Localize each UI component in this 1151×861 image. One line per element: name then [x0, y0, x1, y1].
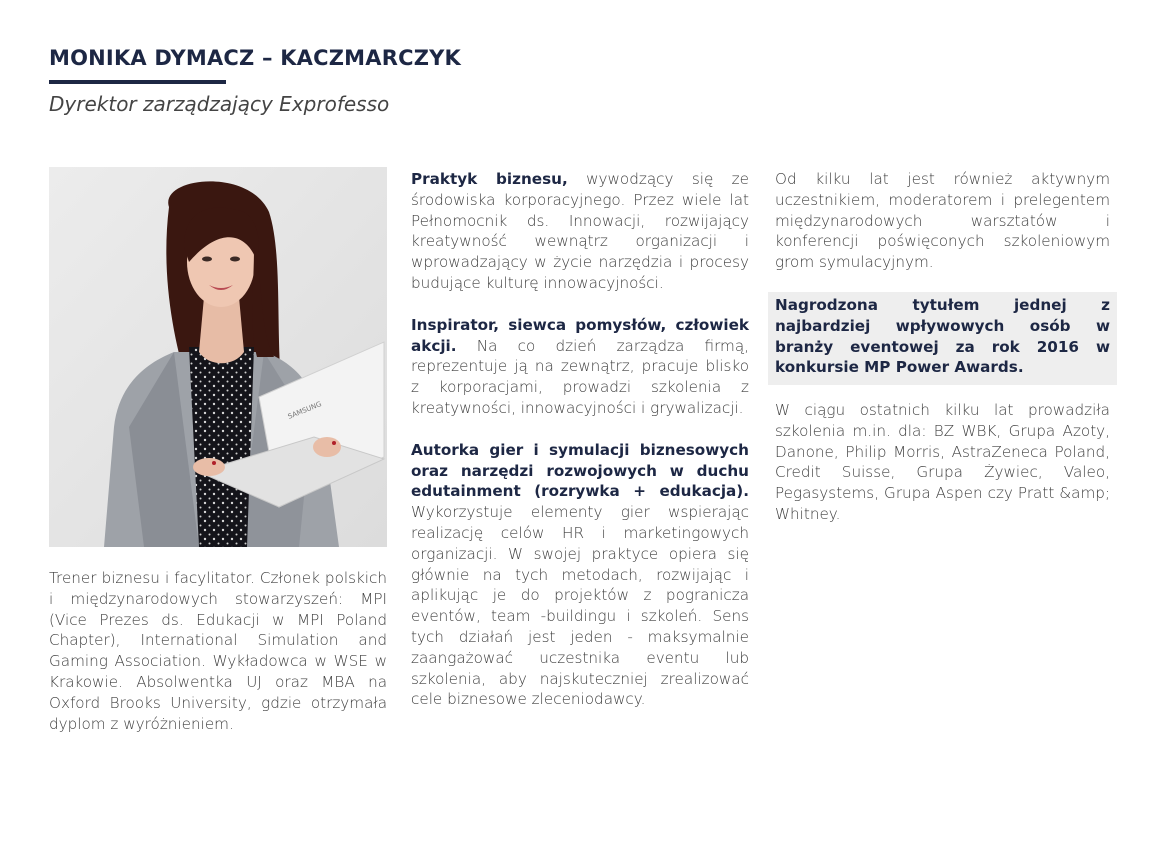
award-text: Nagrodzona tytułem jednej z najbardziej wpływowych osób w branży eventowej za rok 2016 w konkursie MP Power Awards. [775, 296, 1110, 377]
paragraph-inspirator [411, 315, 749, 419]
award-box [768, 292, 1117, 385]
paragraph-business [411, 169, 749, 294]
title-underline [49, 80, 226, 84]
column-2 [411, 169, 749, 710]
text-games: Wykorzystuje elementy gier wspierając realizację celów HR i marketingowych organizacji. W swojej praktyce opiera się głównie na tych metodach, rozwijając i aplikując je do projektów z pogranicza eventów, team -buildingu i szkoleń. Sens tych działań jest jeden - maksymalnie zaangażować uczestnika eventu lub szkolenia, aby najskuteczniej zrealizować cele biznesowe zleceniodawcy. [411, 503, 749, 709]
paragraph-games [411, 440, 749, 710]
portrait-photo [49, 167, 387, 547]
lead-inspirator: Inspirator, siewca pomysłów, człowiek akcji. [411, 315, 749, 355]
text-inspirator: Na co dzień zarządza firmą, reprezentuje ją na zewnątrz, pracuje blisko z korporacjami, prowadzi szkolenia z kreatywności, innowacyjności i grywalizacji. [411, 336, 749, 417]
person-role: Dyrektor zarządzający Exprofesso [49, 92, 390, 116]
laptop-brand: SAMSUNG [286, 400, 323, 421]
lead-games: Autorka gier i symulacji biznesowych oraz narzędzi rozwojowych w duchu edutainment (rozrywka + edukacja). [411, 440, 749, 501]
bio-paragraph: Trener biznesu i facylitator. Członek polskich i międzynarodowych stowarzyszeń: MPI (Vice Prezes ds. Edukacji w MPI Poland Chapter), International Simulation and Gaming Association. Wykładowca w WSE w Krakowie. Absolwentka UJ oraz MBA na Oxford Brooks University, gdzie otrzymała dyplom z wyróżnieniem. [49, 569, 387, 733]
text-business: wywodzący się ze środowiska korporacyjnego. Przez wiele lat Pełnomocnik ds. Innowacji, rozwijający kreatywność wewnątrz organizacji i wprowadzający w życie narzędzia i procesy budujące kulturę innowacyjności. [411, 170, 750, 292]
clients-paragraph [775, 400, 1110, 525]
column-3 [775, 169, 1110, 273]
paragraph-speaker: Od kilku lat jest również aktywnym uczestnikiem, moderatorem i prelegentem międzynarodowych warsztatów i konferencji poświęconych szkoleniowym grom symulacyjnym. [775, 170, 1110, 272]
lead-business: Praktyk biznesu, [411, 170, 568, 188]
bio-text [49, 568, 387, 734]
person-name: MONIKA DYMACZ – KACZMARCZYK [49, 46, 461, 70]
clients-text: W ciągu ostatnich kilku lat prowadziła szkolenia m.in. dla: BZ WBK, Grupa Azoty, Danone, Philip Morris, AstraZeneca Poland, Credit Suisse, Grupa Żywiec, Valeo, Pegasystems, Grupa Aspen czy Pratt &amp; Whitney. [775, 401, 1110, 523]
